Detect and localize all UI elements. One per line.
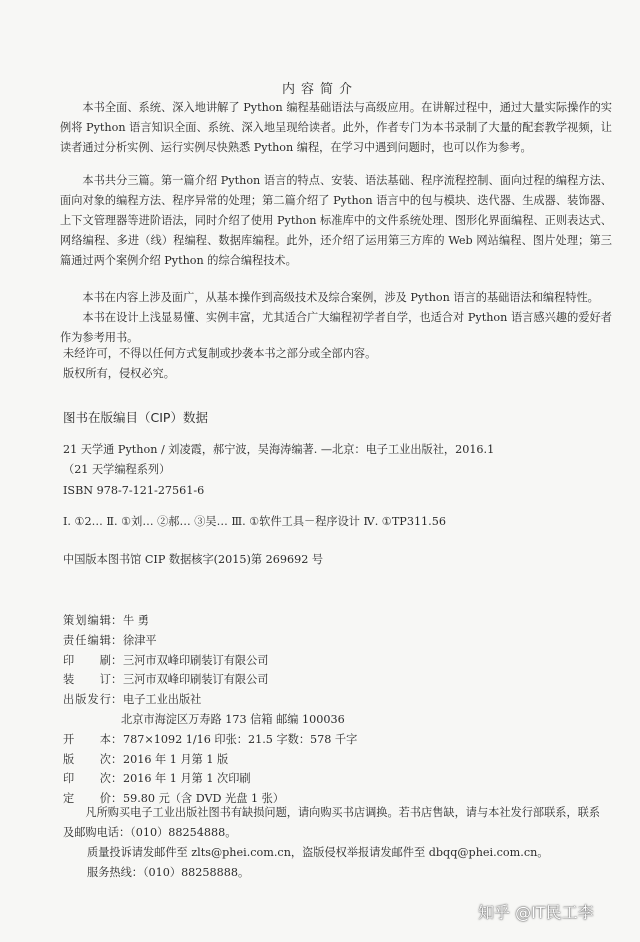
intro-paragraph: 本书全面、系统、深入地讲解了 Python 编程基础语法与高级应用。在讲解过程中，通过大量实际操作的实例将 Python 语言知识全面、系统、深入地呈现给读者。此外，作者专门为本书录制了大量的配套教学视频，让读者通过分析实例、运行实例尽快熟悉 Python 编程，在学习中遇到问题时，也可以作为参考。: [60, 101, 612, 154]
credit-value: 电子工业出版社: [123, 693, 202, 707]
credit-value: 三河市双峰印刷装订有限公司: [123, 673, 269, 687]
credit-label: 责任编辑: [63, 633, 111, 647]
credit-value: 徐津平: [123, 633, 157, 647]
credit-row: 责任编辑：徐津平: [63, 631, 603, 651]
intro-paragraph: 本书在内容上涉及面广，从基本操作到高级技术及综合案例，涉及 Python 语言的基础语法和编程特性。: [82, 291, 599, 304]
credit-label: 定价: [63, 792, 111, 806]
intro-paragraph: 本书共分三篇。第一篇介绍 Python 语言的特点、安装、语法基础、程序流程控制、面向过程的编程方法、面向对象的编程方法、程序异常的处理；第二篇介绍了 Python 语言中的包与模块、迭代器、生成器、装饰器、上下文管理器等进阶语法，同时介绍了使用 Python 标准库中的文件系统处理、图形化界面编程、正则表达式、网络编程、多进（线）程编程、数据库编程。此外，还介绍了运用第三方库的 Web 网站编程、图片处理；第三篇通过两个案例介绍 Python 的综合编程技术。: [60, 174, 612, 267]
footer-paragraph: 质量投诉请发邮件至 zlts@phei.com.cn，盗版侵权举报请发邮件至 dbqq@phei.com.cn。: [87, 846, 549, 859]
footer-paragraph: 服务热线：（010）88258888。: [87, 866, 250, 879]
credit-row: 印次：2016 年 1 月第 1 次印刷: [63, 769, 603, 789]
service-info: [63, 803, 608, 883]
credit-row: 策划编辑：牛 勇: [63, 611, 603, 631]
credit-label: 开本: [63, 732, 111, 746]
credit-label: 装订: [63, 673, 111, 687]
credit-row: 开本：787×1092 1/16 印张：21.5 字数：578 千字: [63, 730, 603, 750]
credit-value: 2016 年 1 月第 1 版: [123, 752, 229, 766]
credit-label: 版次: [63, 752, 111, 766]
credit-value: 59.80 元（含 DVD 光盘 1 张）: [123, 792, 285, 806]
credit-label: 印次: [63, 772, 111, 786]
footer-paragraph: 凡所购买电子工业出版社图书有缺损问题，请向购买书店调换。若书店售缺，请与本社发行部联系，联系及邮购电话：（010）88254888。: [63, 806, 601, 839]
cip-line: 中国版本图书馆 CIP 数据核字(2015)第 269692 号: [63, 553, 324, 566]
intro-paragraph: 本书在设计上浅显易懂、实例丰富，尤其适合广大编程初学者自学，也适合对 Python 语言感兴趣的爱好者作为参考用书。: [60, 311, 612, 344]
zhihu-watermark: 知乎 @IT民工李: [478, 903, 594, 922]
credit-value: 787×1092 1/16 印张：21.5 字数：578 千字: [123, 732, 358, 746]
credit-row: 出版发行：电子工业出版社: [63, 690, 603, 710]
credit-row: 版次：2016 年 1 月第 1 版: [63, 750, 603, 770]
copyright-notice: [63, 344, 376, 384]
publication-credits: [63, 611, 603, 809]
credit-label: 出版发行: [63, 693, 111, 707]
credit-row: 装订：三河市双峰印刷装订有限公司: [63, 670, 603, 690]
credit-value: 2016 年 1 月第 1 次印刷: [123, 772, 251, 786]
credit-address: 北京市海淀区万寿路 173 信箱 邮编 100036: [121, 712, 345, 726]
notice-line: 未经许可，不得以任何方式复制或抄袭本书之部分或全部内容。: [63, 347, 377, 360]
notice-line: 版权所有，侵权必究。: [63, 367, 175, 380]
page-title: 内容简介: [281, 82, 358, 97]
cip-line: Ⅰ. ①2… Ⅱ. ①刘… ②郝… ③吴… Ⅲ. ①软件工具－程序设计 Ⅳ. ①TP311.56: [63, 515, 446, 528]
credit-label: 策划编辑: [63, 614, 111, 627]
credit-label: 印刷: [63, 653, 111, 667]
cip-heading: 图书在版编目（CIP）数据: [63, 410, 208, 425]
cip-line: 21 天学通 Python / 刘凌霞，郝宁波，吴海涛编著. —北京：电子工业出版社，2016.1: [63, 443, 495, 456]
credit-value: 牛 勇: [123, 614, 149, 627]
cip-line: ISBN 978-7-121-27561-6: [63, 484, 205, 497]
credit-row: 印刷：三河市双峰印刷装订有限公司: [63, 651, 603, 671]
credit-row: 定价：59.80 元（含 DVD 光盘 1 张）: [63, 789, 603, 809]
cip-line: （21 天学编程系列）: [63, 463, 171, 476]
credit-value: 三河市双峰印刷装订有限公司: [123, 653, 269, 667]
